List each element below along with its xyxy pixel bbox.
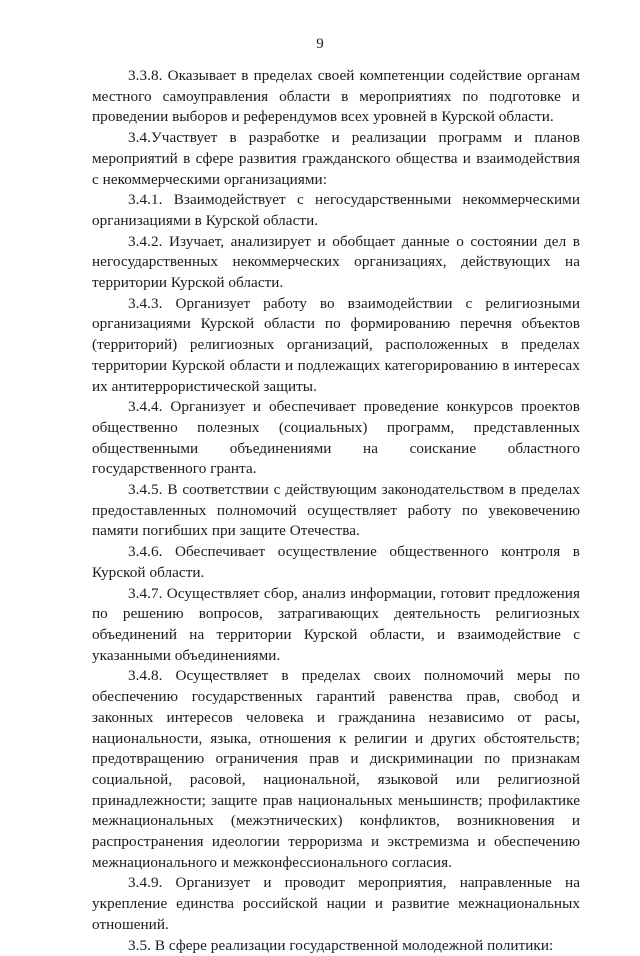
page-number: 9 (316, 36, 324, 52)
paragraph-3-4-2: 3.4.2. Изучает, анализирует и обобщает данные о состоянии дел в негосударственных некоммерческих организациях, действующих на территории Курской области. (92, 232, 580, 292)
paragraph-3-5: 3.5. В сфере реализации государственной молодежной политики: (128, 936, 554, 954)
paragraph-3-4-4: 3.4.4. Организует и обеспечивает проведение конкурсов проектов общественно полезных (социальных) программ, представленных общественными объединениями на соискание областного государственного гранта. (92, 398, 580, 478)
paragraph-3-3-8: 3.3.8. Оказывает в пределах своей компетенции содействие органам местного самоуправления области в мероприятиях по подготовке и проведении выборов и референдумов всех уровней в Курской области. (92, 67, 580, 126)
paragraph-3-4-8: 3.4.8. Осуществляет в пределах своих полномочий меры по обеспечению государственных гарантий равенства прав, свобод и законных интересов человека и гражданина независимо от расы, национальности, языка, отношения к религии и других обстоятельств; предотвращению ограничения прав и дискриминации по признакам социальной, расовой, национальной, языковой или религиозной принадлежности; защите прав национальных меньшинств; профилактике межнациональных (межэтнических) конфликтов, возникновения и распространения идеологии терроризма и экстремизма и обеспечению межнационального и межконфессионального согласия. (92, 667, 580, 871)
paragraph-3-4-3: 3.4.3. Организует работу во взаимодействии с религиозными организациями Курской области по формированию перечня объектов (территорий) религиозных организаций, расположенных в пределах территории Курской области и подлежащих категорированию в интересах их антитеррористической защиты. (92, 294, 580, 395)
paragraph-3-4-7: 3.4.7. Осуществляет сбор, анализ информации, готовит предложения по решению вопросов, затрагивающих деятельность религиозных объединений на территории Курской области, и взаимодействие с указанными объединениями. (92, 584, 580, 664)
paragraph-3-4-9: 3.4.9. Организует и проводит мероприятия, направленные на укрепление единства российской нации и развитие межнациональных отношений. (92, 874, 580, 933)
paragraph-3-4-6: 3.4.6. Обеспечивает осуществление общественного контроля в Курской области. (92, 543, 580, 581)
paragraph-3-4-1: 3.4.1. Взаимодействует с негосударственными некоммерческими организациями в Курской области. (92, 191, 580, 229)
document-body (92, 66, 580, 956)
paragraph-3-4-5: 3.4.5. В соответствии с действующим законодательством в пределах предоставленных полномочий осуществляет работу по увековечению памяти погибших при защите Отечества. (92, 481, 580, 540)
paragraph-3-4: 3.4.Участвует в разработке и реализации программ и планов мероприятий в сфере развития гражданского общества и взаимодействия с некоммерческими организациями: (92, 129, 580, 188)
